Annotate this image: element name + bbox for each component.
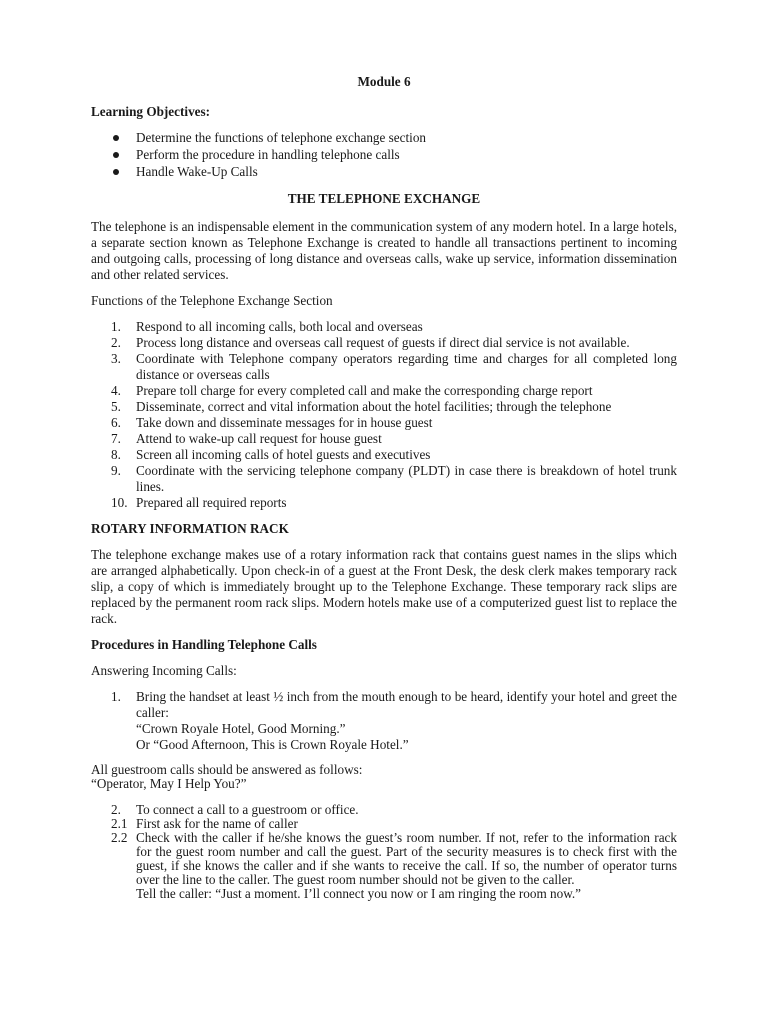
procedure-step: 2. To connect a call to a guestroom or office. bbox=[111, 802, 359, 817]
procedure-substep: 2.1 First ask for the name of caller bbox=[111, 816, 298, 831]
function-item: 10. Prepared all required reports bbox=[111, 495, 287, 510]
function-item: 3. Coordinate with Telephone company operators regarding time and charges for all completed long distance or overseas calls bbox=[111, 351, 677, 382]
bullet-icon bbox=[113, 135, 119, 141]
function-item: 9. Coordinate with the servicing telephone company (PLDT) in case there is breakdown of hotel trunk lines. bbox=[111, 463, 677, 494]
module-title: Module 6 bbox=[357, 74, 411, 89]
objective-item: Handle Wake-Up Calls bbox=[91, 164, 677, 181]
function-item: 5. Disseminate, correct and vital information about the hotel facilities; through the telephone bbox=[111, 399, 612, 414]
function-item: 6. Take down and disseminate messages for in house guest bbox=[111, 415, 433, 430]
objectives-list bbox=[91, 130, 677, 181]
functions-heading: Functions of the Telephone Exchange Section bbox=[91, 293, 333, 308]
guestroom-answer: All guestroom calls should be answered as follows: “Operator, May I Help You?” bbox=[91, 762, 363, 791]
procedures-subheading: Answering Incoming Calls: bbox=[91, 663, 237, 678]
greeting-line: Or “Good Afternoon, This is Crown Royale Hotel.” bbox=[136, 737, 409, 752]
function-item: 1. Respond to all incoming calls, both local and overseas bbox=[111, 319, 423, 334]
objective-item: Determine the functions of telephone exchange section bbox=[91, 130, 677, 147]
intro-paragraph: The telephone is an indispensable element in the communication system of any modern hotel. In a large hotels, a separate section known as Telephone Exchange is created to handle all transactions pertinent to incoming and outgoing calls, processing of long distance and overseas calls, wake up service, information dissemination and other related services. bbox=[91, 219, 677, 282]
rotary-paragraph: The telephone exchange makes use of a rotary information rack that contains guest names in the slips which are arranged alphabetically. Upon check-in of a guest at the Front Desk, the desk clerk makes temporary rack slip, a copy of which is immediately brought up to the Telephone Exchange. These temporary rack slips are replaced by the permanent room rack slips. Modern hotels make use of a computerized guest list to replace the rack. bbox=[91, 547, 677, 626]
function-item: 8. Screen all incoming calls of hotel guests and executives bbox=[111, 447, 431, 462]
objective-item: Perform the procedure in handling telephone calls bbox=[91, 147, 677, 164]
function-item: 4. Prepare toll charge for every completed call and make the corresponding charge report bbox=[111, 383, 593, 398]
function-item: 2. Process long distance and overseas call request of guests if direct dial service is not available. bbox=[111, 335, 630, 350]
procedure-substep: 2.2 Check with the caller if he/she knows the guest’s room number. If not, refer to the information rack for the guest room number and call the guest. Part of the security measures is to check first with the guest, if she knows the caller and if she wants to receive the call. If so, the number of operator turns over the line to the caller. The guest room number should not be given to the caller. Tell the caller: “Just a moment. I’ll connect you now or I am ringing the room now.” bbox=[111, 830, 677, 901]
section-title: THE TELEPHONE EXCHANGE bbox=[287, 191, 481, 206]
objectives-heading: Learning Objectives: bbox=[91, 104, 211, 119]
bullet-icon bbox=[113, 152, 119, 158]
function-item: 7. Attend to wake-up call request for house guest bbox=[111, 431, 382, 446]
rotary-heading: ROTARY INFORMATION RACK bbox=[91, 521, 289, 536]
connect-line: Tell the caller: “Just a moment. I’ll connect you now or I am ringing the room now.” bbox=[136, 886, 582, 901]
bullet-icon bbox=[113, 169, 119, 175]
procedures-heading: Procedures in Handling Telephone Calls bbox=[91, 637, 317, 652]
greeting-line: “Crown Royale Hotel, Good Morning.” bbox=[136, 721, 346, 736]
functions-list bbox=[91, 319, 677, 511]
procedure-step: 1. Bring the handset at least ½ inch from the mouth enough to be heard, identify your hotel and greet the caller: “Crown Royale Hotel, Good Morning.” Or “Good Afternoon, This is Crown Royale Hotel.” bbox=[111, 689, 677, 752]
